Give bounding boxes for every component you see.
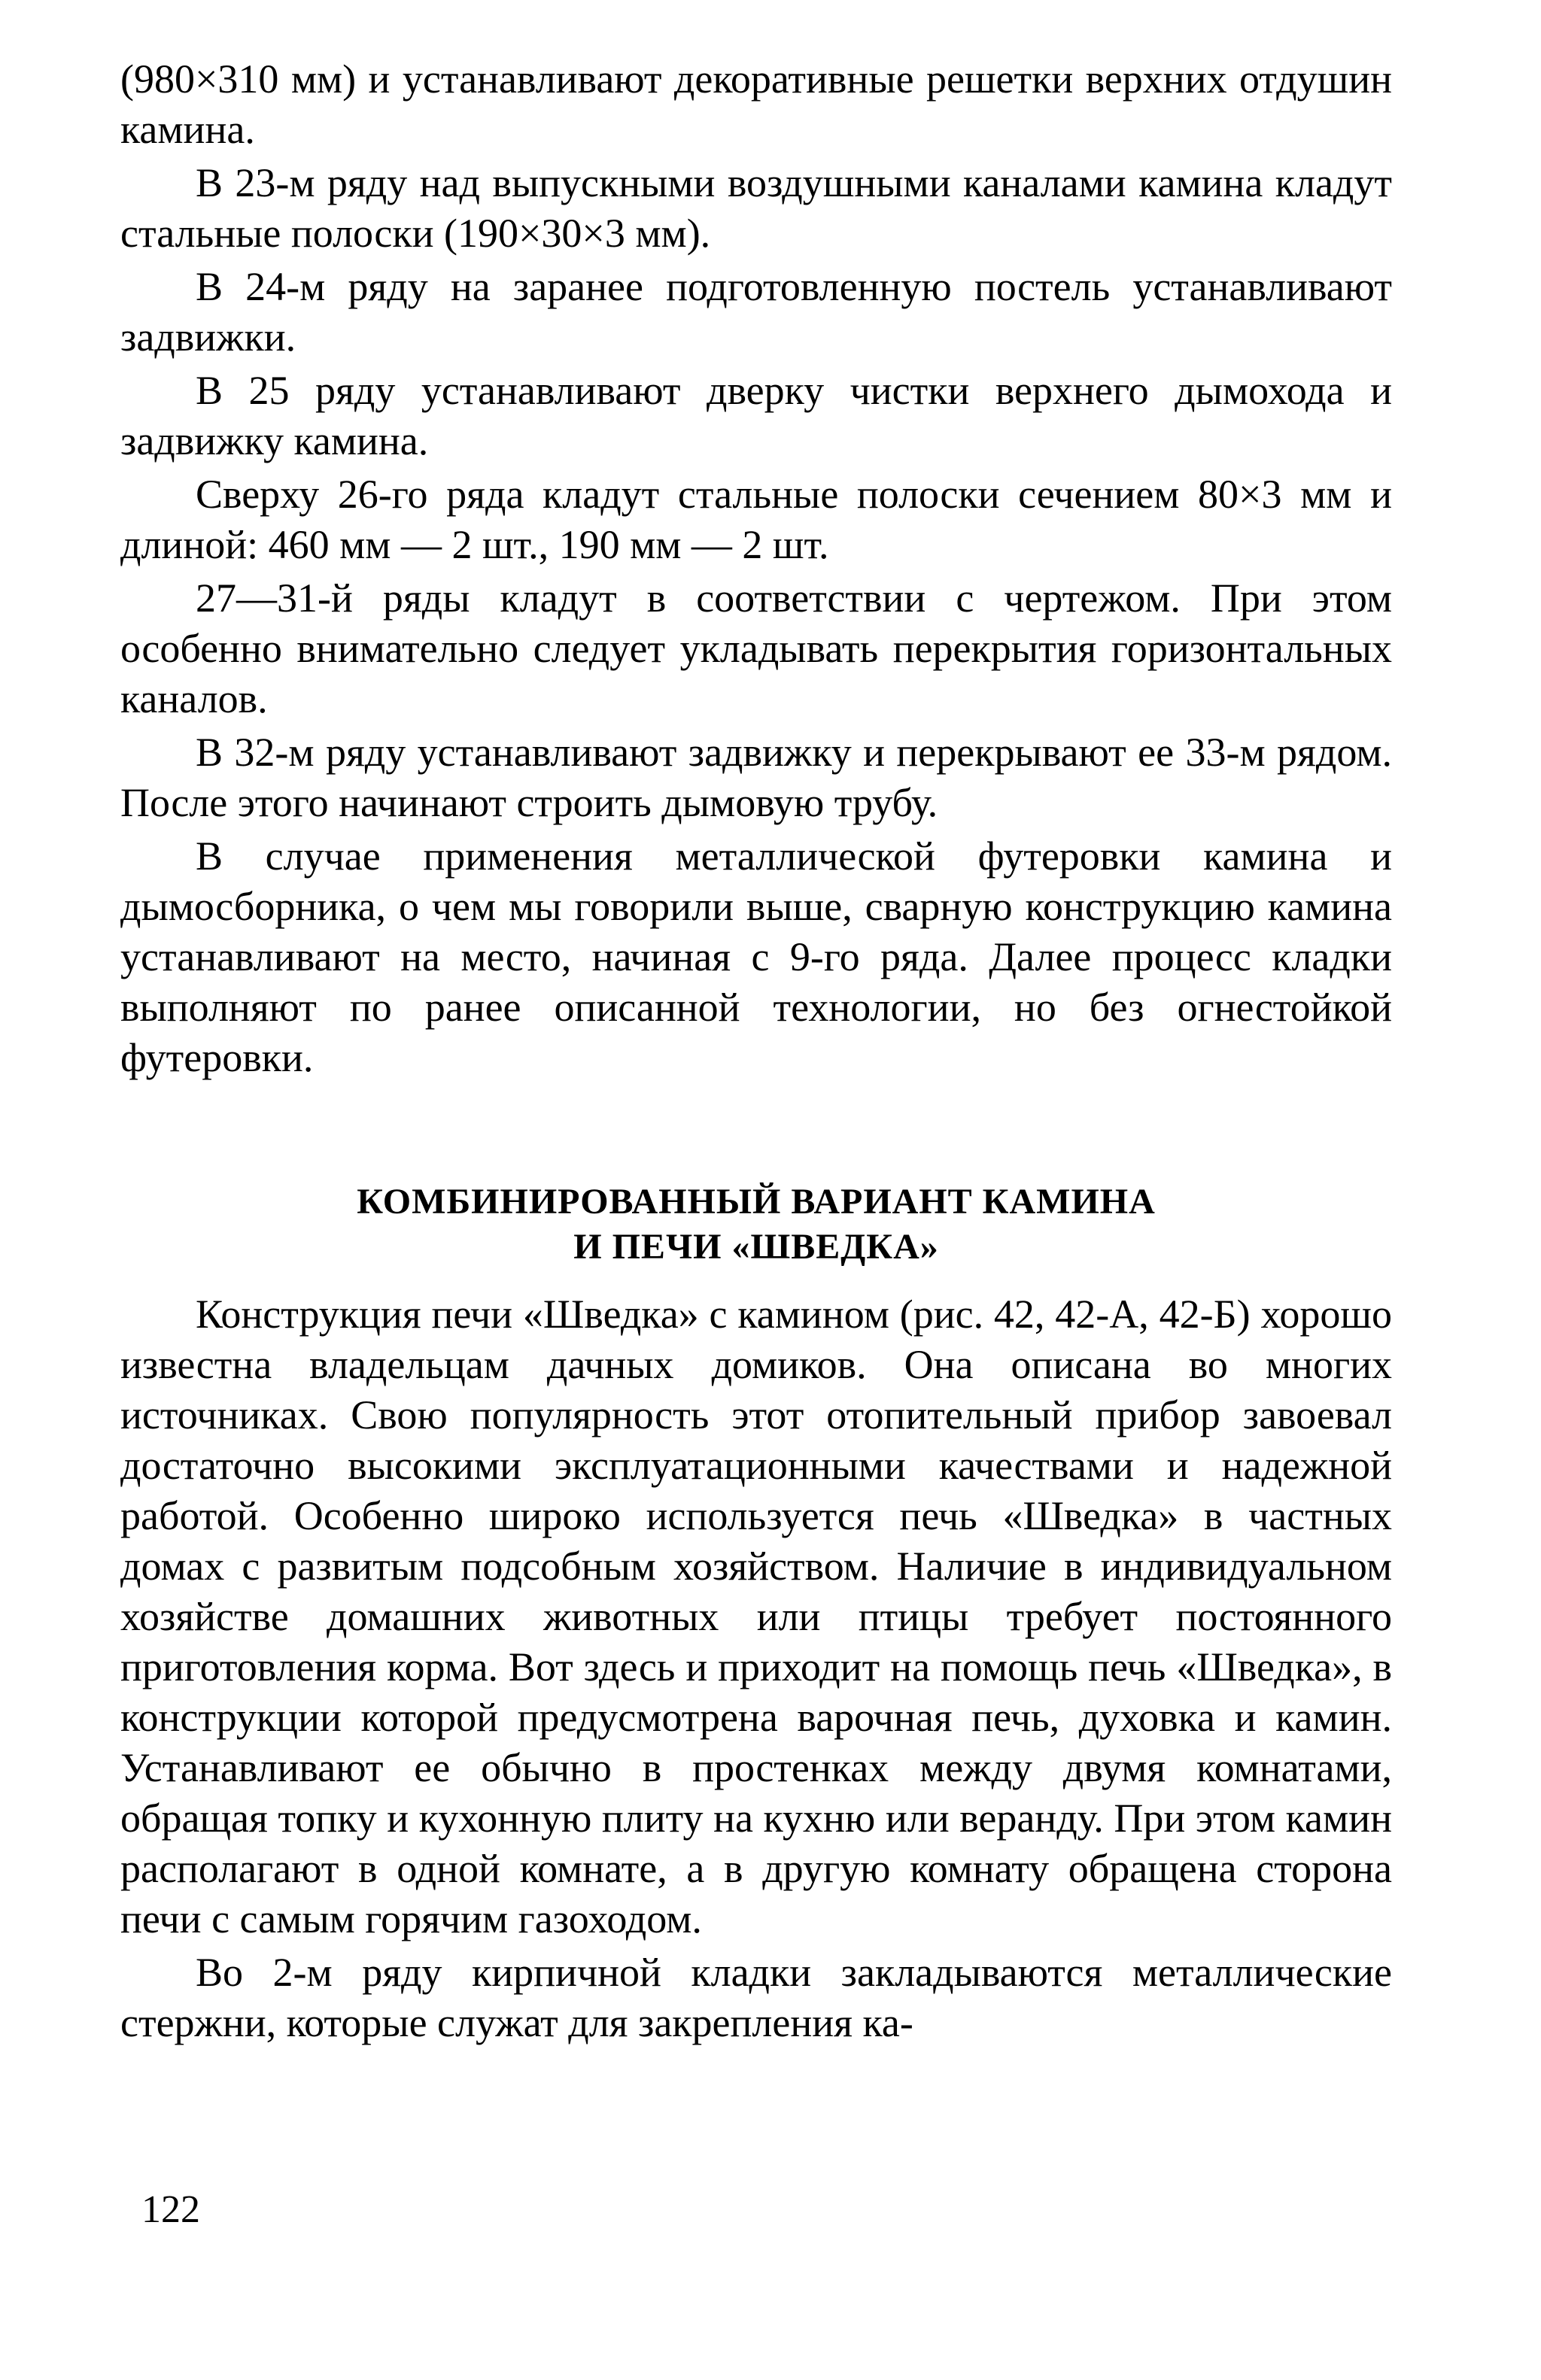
paragraph-row-32: В 32-м ряду устанавливают задвижку и перекрывают ее 33-м рядом. После этого начинают строить дымовую трубу. [120, 730, 1392, 825]
section-heading-line-1: КОМБИНИРОВАННЫЙ ВАРИАНТ КАМИНА [357, 1182, 1156, 1222]
section-heading [120, 1179, 1392, 1270]
paragraph-shvedka-intro: Конструкция печи «Шведка» с камином (рис. 42, 42-А, 42-Б) хорошо известна владельцам дачных домиков. Она описана во многих источниках. Свою популярность этот отопительный прибор завоевал достаточно высокими эксплуатационными качествами и надежной работой. Особенно широко используется печь «Шведка» в частных домах с развитым подсобным хозяйством. Наличие в индивидуальном хозяйстве домашних животных или птицы требует постоянного приготовления корма. Вот здесь и приходит на помощь печь «Шведка», в конструкции которой предусмотрена варочная печь, духовка и камин. Устанавливают ее обычно в простенках между двумя комнатами, обращая топку и кухонную плиту на кухню или веранду. При этом камин располагают в одной комнате, а в другую комнату обращена сторона печи с самым горячим газоходом. [120, 1292, 1392, 1941]
paragraph-row-23: В 23-м ряду над выпускными воздушными каналами камина кладут стальные полоски (190×30×3 мм). [120, 160, 1392, 256]
paragraph-row-24: В 24-м ряду на заранее подготовленную постель устанавливают задвижки. [120, 264, 1392, 360]
page-body [120, 54, 1392, 2048]
page-number: 122 [141, 2188, 200, 2231]
paragraph-rows-27-31: 27—31-й ряды кладут в соответствии с чертежом. При этом особенно внимательно следует укладывать перекрытия горизонтальных каналов. [120, 575, 1392, 721]
paragraph-row-25: В 25 ряду устанавливают дверку чистки верхнего дымохода и задвижку камина. [120, 368, 1392, 463]
paragraph-row-26: Сверху 26-го ряда кладут стальные полоски сечением 80×3 мм и длиной: 460 мм — 2 шт., 190 мм — 2 шт. [120, 472, 1392, 567]
paragraph-row-2: Во 2-м ряду кирпичной кладки закладываются металлические стержни, которые служат для закрепления ка- [120, 1950, 1392, 2045]
paragraph-continuation: (980×310 мм) и устанавливают декоративные решетки верхних отдушин камина. [120, 56, 1392, 152]
paragraph-metal-lining: В случае применения металлической футеровки камина и дымосборника, о чем мы говорили выше, сварную конструкцию камина устанавливают на место, начиная с 9-го ряда. Далее процесс кладки выполняют по ранее описанной технологии, но без огнестойкой футеровки. [120, 833, 1392, 1080]
section-heading-line-2: И ПЕЧИ «ШВЕДКА» [573, 1227, 939, 1267]
